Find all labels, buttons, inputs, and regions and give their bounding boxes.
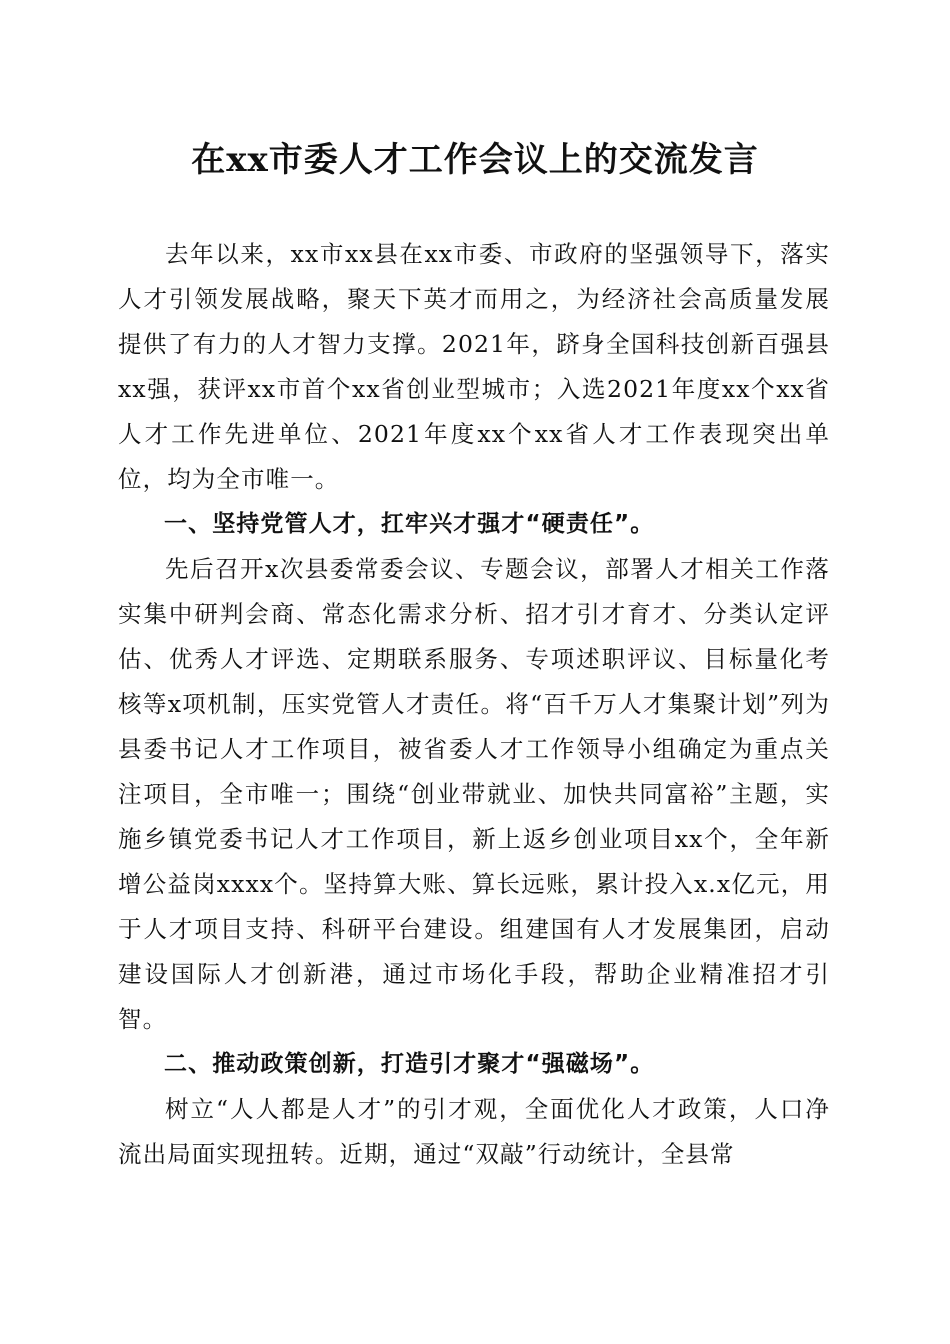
section-1-paragraph: 先后召开x次县委常委会议、专题会议，部署人才相关工作落实集中研判会商、常态化需求分析、招才引才育才、分类认定评估、优秀人才评选、定期联系服务、专项述职评议、目标量化考核等x项机制，压实党管人才责任。将“百千万人才集聚计划”列为县委书记人才工作项目，被省委人才工作领导小组确定为重点关注项目，全市唯一；围绕“创业带就业、加快共同富裕”主题，实施乡镇党委书记人才工作项目，新上返乡创业项目xx个，全年新增公益岗xxxx个。坚持算大账、算长远账，累计投入x.x亿元，用于人才项目支持、科研平台建设。组建国有人才发展集团，启动建设国际人才创新港，通过市场化手段，帮助企业精准招才引智。 xyxy=(118,555,830,1033)
section-2-paragraph: 树立“人人都是人才”的引才观，全面优化人才政策，人口净流出局面实现扭转。近期，通过“双敲”行动统计，全县常 xyxy=(118,1095,830,1168)
section-heading-1: 一、坚持党管人才，扛牢兴才强才“硬责任”。 xyxy=(164,511,655,537)
document-title: 在xx市委人才工作会议上的交流发言 xyxy=(191,140,759,180)
document-body xyxy=(118,232,830,1177)
intro-paragraph: 去年以来，xx市xx县在xx市委、市政府的坚强领导下，落实人才引领发展战略，聚天下英才而用之，为经济社会高质量发展提供了有力的人才智力支撑。2021年，跻身全国科技创新百强县xx强，获评xx市首个xx省创业型城市；入选2021年度xx个xx省人才工作先进单位、2021年度xx个xx省人才工作表现突出单位，均为全市唯一。 xyxy=(118,240,830,493)
section-heading-2: 二、推动政策创新，打造引才聚才“强磁场”。 xyxy=(164,1051,655,1077)
